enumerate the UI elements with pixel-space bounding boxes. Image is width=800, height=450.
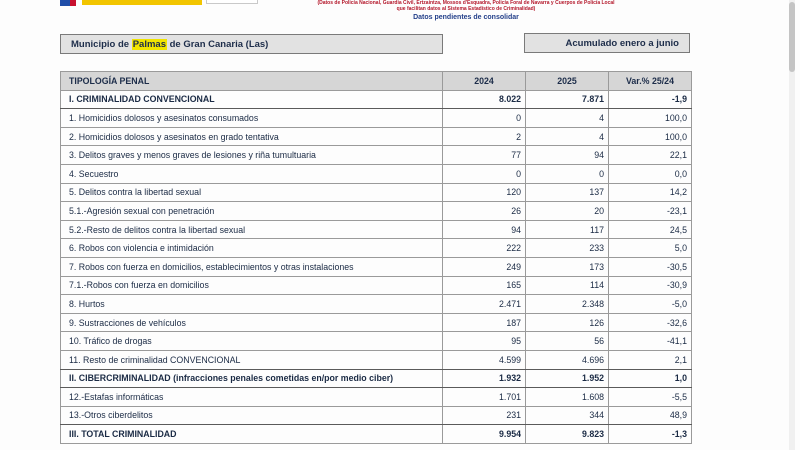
row-value-2025: 1.608: [526, 388, 609, 407]
table-row: [61, 202, 692, 221]
header-tipologia: TIPOLOGÍA PENAL: [61, 72, 443, 91]
row-label: 5. Delitos contra la libertad sexual: [61, 183, 443, 202]
row-value-2024: 77: [443, 146, 526, 165]
row-value-2025: 2.348: [526, 295, 609, 314]
row-value-2024: 26: [443, 202, 526, 221]
row-value-2025: 94: [526, 146, 609, 165]
table-row: [61, 90, 692, 109]
table-row: [61, 313, 692, 332]
row-label: 10. Tráfico de drogas: [61, 332, 443, 351]
row-value-2025: 4: [526, 109, 609, 128]
source-note-line1: (Datos de Policía Nacional, Guardia Civil, Ertzaintza, Mossos d'Esquadra, Policía Foral de Navarra y Cuerpos de Policía Local: [317, 0, 615, 6]
row-value-2024: 222: [443, 239, 526, 258]
crime-table: [60, 71, 692, 444]
municipality-prefix: Municipio de: [71, 38, 132, 50]
table-row: [61, 295, 692, 314]
row-label: 7.1.-Robos con fuerza en domicilios: [61, 276, 443, 295]
scrollbar-thumb[interactable]: [789, 2, 795, 72]
table-row: [61, 257, 692, 276]
row-label: 1. Homicidios dolosos y asesinatos consumados: [61, 109, 443, 128]
row-value-2025: 56: [526, 332, 609, 351]
pending-note: Datos pendientes de consolidar: [413, 14, 519, 21]
row-variation: 2,1: [609, 350, 692, 369]
row-value-2025: 1.952: [526, 369, 609, 388]
row-value-2025: 126: [526, 313, 609, 332]
row-value-2025: 9.823: [526, 425, 609, 444]
flag-stripe-icon: [70, 0, 76, 6]
row-label: 8. Hurtos: [61, 295, 443, 314]
row-variation: 22,1: [609, 146, 692, 165]
row-value-2024: 249: [443, 257, 526, 276]
row-label: 6. Robos con violencia e intimidación: [61, 239, 443, 258]
municipality-suffix: de Gran Canaria (Las): [166, 38, 269, 50]
row-value-2024: 187: [443, 313, 526, 332]
row-value-2025: 233: [526, 239, 609, 258]
row-variation: 100,0: [609, 109, 692, 128]
row-value-2025: 117: [526, 220, 609, 239]
row-value-2024: 95: [443, 332, 526, 351]
row-value-2024: 1.701: [443, 388, 526, 407]
row-variation: -23,1: [609, 202, 692, 221]
row-label: III. TOTAL CRIMINALIDAD: [61, 425, 443, 444]
period-box: Acumulado enero a junio: [524, 33, 690, 53]
row-variation: 1,0: [609, 369, 692, 388]
table-row: [61, 406, 692, 425]
flag-icon: [60, 0, 70, 6]
row-label: 12.-Estafas informáticas: [61, 388, 443, 407]
row-value-2024: 120: [443, 183, 526, 202]
row-variation: -1,3: [609, 425, 692, 444]
header-2024: 2024: [443, 72, 526, 91]
row-value-2025: 20: [526, 202, 609, 221]
row-label: II. CIBERCRIMINALIDAD (infracciones penales cometidas en/por medio ciber): [61, 369, 443, 388]
source-note-line2: que facilitan datos al Sistema Estadístico de Criminalidad): [396, 6, 536, 12]
row-label: 5.1.-Agresión sexual con penetración: [61, 202, 443, 221]
row-variation: -32,6: [609, 313, 692, 332]
table-row: [61, 369, 692, 388]
row-variation: 0,0: [609, 164, 692, 183]
row-variation: 100,0: [609, 127, 692, 146]
row-value-2024: 0: [443, 164, 526, 183]
source-note: [296, 0, 636, 12]
row-value-2024: 2.471: [443, 295, 526, 314]
row-label: 11. Resto de criminalidad CONVENCIONAL: [61, 350, 443, 369]
row-value-2025: 4: [526, 127, 609, 146]
table-row: [61, 220, 692, 239]
row-value-2024: 8.022: [443, 90, 526, 109]
row-value-2024: 1.932: [443, 369, 526, 388]
table-row: [61, 239, 692, 258]
municipality-box: [60, 34, 443, 54]
row-label: I. CRIMINALIDAD CONVENCIONAL: [61, 90, 443, 109]
row-label: 2. Homicidios dolosos y asesinatos en grado tentativa: [61, 127, 443, 146]
row-label: 3. Delitos graves y menos graves de lesiones y riña tumultuaria: [61, 146, 443, 165]
row-label: 7. Robos con fuerza en domicilios, establecimientos y otras instalaciones: [61, 257, 443, 276]
table-row: [61, 276, 692, 295]
row-variation: -5,5: [609, 388, 692, 407]
row-value-2024: 2: [443, 127, 526, 146]
row-variation: 14,2: [609, 183, 692, 202]
row-value-2025: 0: [526, 164, 609, 183]
row-value-2024: 231: [443, 406, 526, 425]
row-variation: -41,1: [609, 332, 692, 351]
row-value-2024: 9.954: [443, 425, 526, 444]
row-variation: -30,5: [609, 257, 692, 276]
header-2025: 2025: [526, 72, 609, 91]
row-label: 4. Secuestro: [61, 164, 443, 183]
ministry-logo-bar: [82, 0, 202, 5]
header-var: Var.% 25/24: [609, 72, 692, 91]
table-row: [61, 388, 692, 407]
row-value-2024: 0: [443, 109, 526, 128]
table-header-row: [61, 72, 692, 91]
row-variation: -1,9: [609, 90, 692, 109]
row-value-2024: 4.599: [443, 350, 526, 369]
table-row: [61, 109, 692, 128]
row-label: 9. Sustracciones de vehículos: [61, 313, 443, 332]
table-row: [61, 183, 692, 202]
table-row: [61, 164, 692, 183]
row-variation: -30,9: [609, 276, 692, 295]
municipality-highlight: Palmas: [132, 38, 166, 50]
row-label: 13.-Otros ciberdelitos: [61, 406, 443, 425]
table-row: [61, 146, 692, 165]
row-value-2025: 114: [526, 276, 609, 295]
table-row: [61, 127, 692, 146]
row-variation: 5,0: [609, 239, 692, 258]
row-variation: 48,9: [609, 406, 692, 425]
row-variation: 24,5: [609, 220, 692, 239]
row-value-2024: 165: [443, 276, 526, 295]
table-row: [61, 425, 692, 444]
row-value-2025: 7.871: [526, 90, 609, 109]
table-row: [61, 332, 692, 351]
row-value-2025: 344: [526, 406, 609, 425]
row-value-2025: 137: [526, 183, 609, 202]
row-value-2025: 4.696: [526, 350, 609, 369]
table-row: [61, 350, 692, 369]
row-value-2025: 173: [526, 257, 609, 276]
logo-box: [206, 0, 258, 4]
row-variation: -5,0: [609, 295, 692, 314]
row-label: 5.2.-Resto de delitos contra la libertad sexual: [61, 220, 443, 239]
row-value-2024: 94: [443, 220, 526, 239]
